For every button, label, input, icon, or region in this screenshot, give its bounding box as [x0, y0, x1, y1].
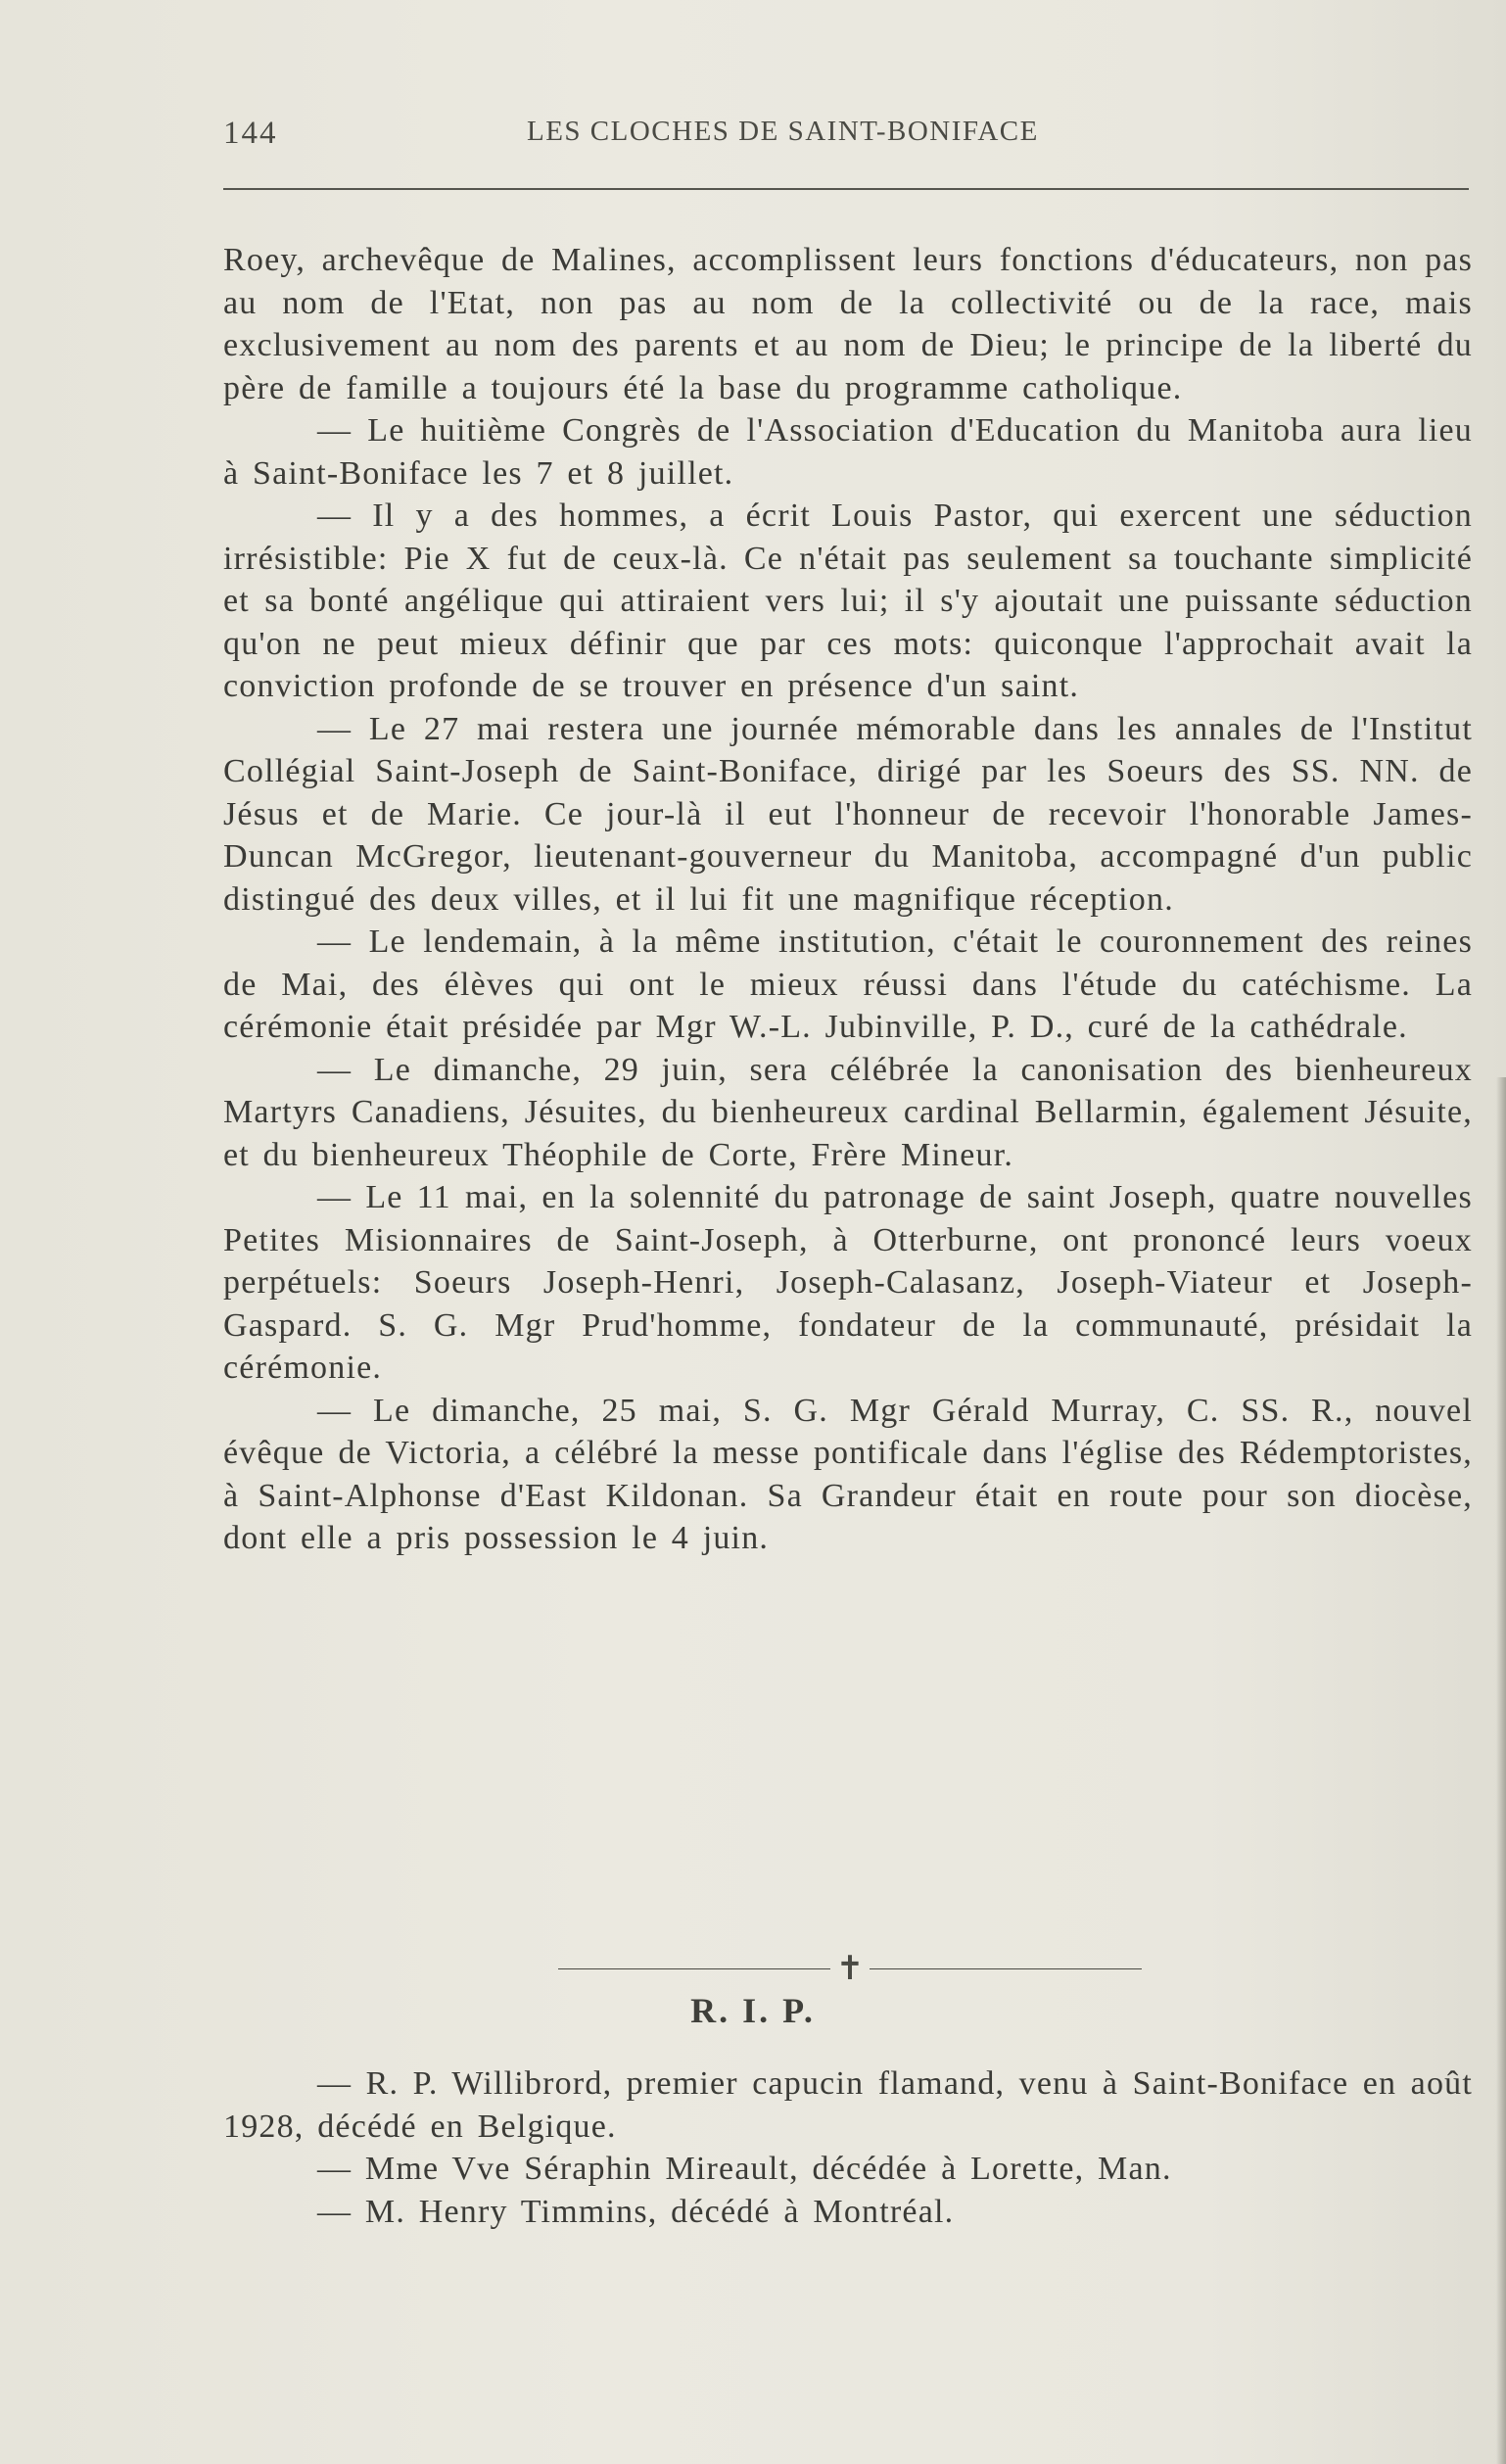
paragraph: — Le dimanche, 25 mai, S. G. Mgr Gérald Murray, C. SS. R., nouvel évêque de Victoria, a célébré la messe pontificale dans l'église des Rédemptoristes, à Saint-Alphonse d'East Kildonan. Sa Grandeur était en route pour son diocèse, dont elle a pris possession le 4 juin. — [223, 1392, 1473, 1556]
rip-heading: R. I. P. — [690, 1991, 816, 2030]
rip-list — [223, 2062, 1473, 2233]
page-header — [223, 110, 1469, 149]
page-edge-shadow — [1496, 1077, 1506, 2464]
divider-line-left — [558, 1968, 830, 1969]
paragraph: — Le 11 mai, en la solennité du patronage de saint Joseph, quatre nouvelles Petites Misionnaires de Saint-Joseph, à Otterburne, ont prononcé leurs voeux perpétuels: Soeurs Joseph-Henri, Joseph-Calasanz, Joseph-Viateur et Joseph-Gaspard. S. G. Mgr Prud'homme, fondateur de la communauté, présidait la cérémonie. — [223, 1179, 1473, 1386]
divider-line-right — [870, 1968, 1142, 1969]
running-title: LES CLOCHES DE SAINT-BONIFACE — [527, 116, 1039, 147]
rip-entry: — Mme Vve Séraphin Mireault, décédée à Lorette, Man. — [317, 2151, 1172, 2187]
rip-entry: — M. Henry Timmins, décédé à Montréal. — [317, 2193, 955, 2230]
paragraph: — Le dimanche, 29 juin, sera célébrée la canonisation des bienheureux Martyrs Canadiens, Jésuites, du bienheureux cardinal Bellarmin, également Jésuite, et du bienheureux Théophile de Corte, Frère Mineur. — [223, 1051, 1473, 1173]
body-text — [223, 239, 1473, 1560]
paragraph: — Le lendemain, à la même institution, c'était le couronnement des reines de Mai, des élèves qui ont le mieux réussi dans l'étude du catéchisme. La cérémonie était présidée par Mgr W.-L. Jubinville, P. D., curé de la cathédrale. — [223, 924, 1473, 1045]
paragraph: — Le huitième Congrès de l'Association d'Education du Manitoba aura lieu à Saint-Boniface les 7 et 8 juillet. — [223, 412, 1473, 492]
page-number: 144 — [223, 116, 278, 151]
paragraph: Roey, archevêque de Malines, accomplissent leurs fonctions d'éducateurs, non pas au nom de l'Etat, non pas au nom de la collectivité ou de la race, mais exclusivement au nom des parents et au nom de Dieu; le principe de la liberté du père de famille a toujours été la base du programme catholique. — [223, 242, 1473, 406]
rip-entry: — R. P. Willibrord, premier capucin flamand, venu à Saint-Boniface en août 1928, décédé en Belgique. — [223, 2065, 1473, 2145]
section-divider — [558, 1951, 1142, 1987]
cross-icon: ✝ — [835, 1951, 865, 1987]
header-rule — [223, 188, 1469, 190]
paragraph: — Le 27 mai restera une journée mémorable dans les annales de l'Institut Collégial Saint-Joseph de Saint-Boniface, dirigé par les Soeurs des SS. NN. de Jésus et de Marie. Ce jour-là il eut l'honneur de recevoir l'honorable James-Duncan McGregor, lieutenant-gouverneur du Manitoba, accompagné d'un public distingué des deux villes, et il lui fit une magnifique réception. — [223, 710, 1473, 918]
paragraph: — Il y a des hommes, a écrit Louis Pastor, qui exercent une séduction irrésistible: Pie X fut de ceux-là. Ce n'était pas seulement sa touchante simplicité et sa bonté angélique qui attiraient vers lui; il s'y ajoutait une puissante séduction qu'on ne peut mieux définir que par ces mots: quiconque l'approchait avait la conviction profonde de se trouver en présence d'un saint. — [223, 498, 1473, 704]
